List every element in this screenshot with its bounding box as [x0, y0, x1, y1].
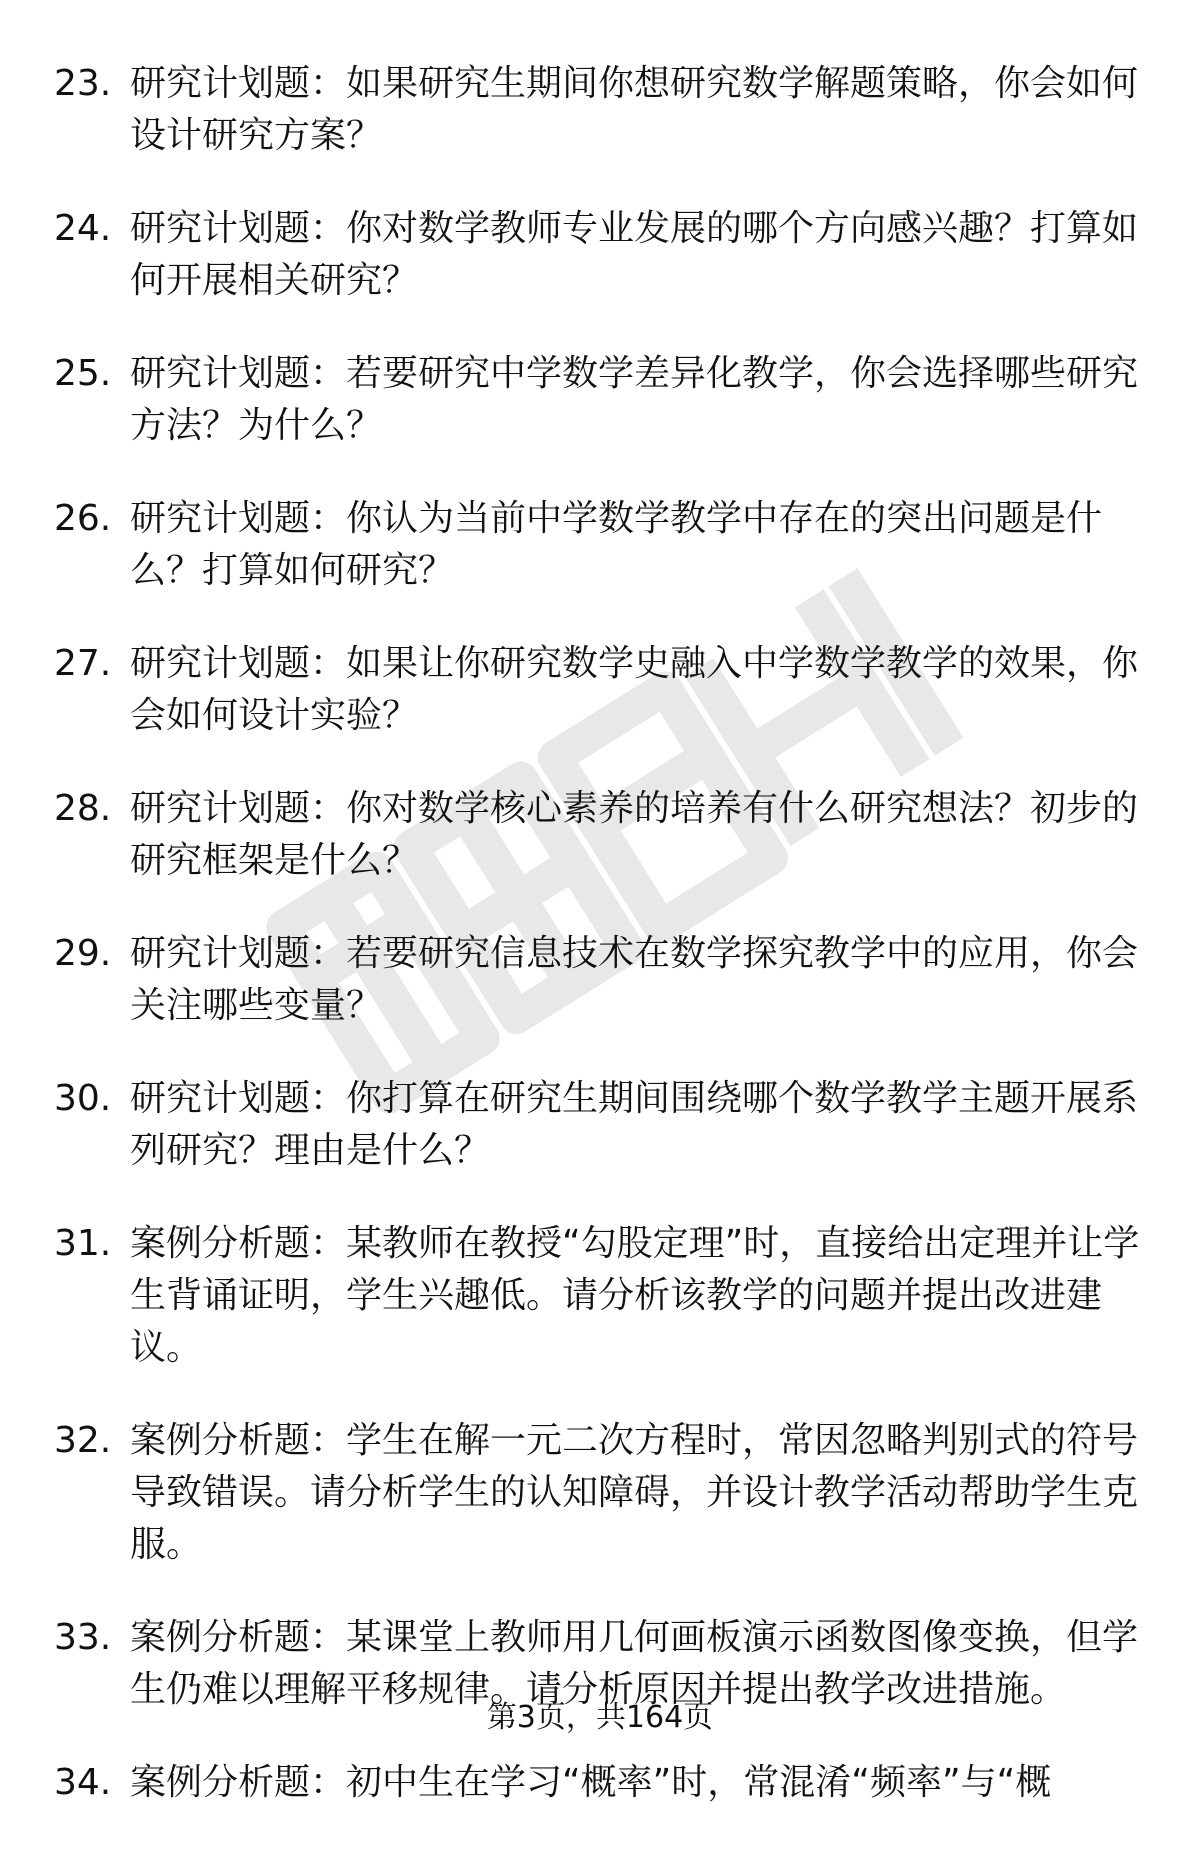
- question-text: 研究计划题：你打算在研究生期间围绕哪个数学教学主题开展系列研究？理由是什么？: [130, 1078, 1139, 1171]
- question-number: 33.: [54, 1617, 112, 1658]
- question-item: [0, 1218, 1200, 1374]
- question-number: 26.: [54, 498, 112, 539]
- question-text: 案例分析题：某课堂上教师用几何画板演示函数图像变换，但学生仍难以理解平移规律。请分析原因并提出教学改进措施。: [130, 1617, 1139, 1710]
- question-number: 34.: [54, 1762, 112, 1803]
- question-text: 案例分析题：某教师在教授“勾股定理”时，直接给出定理并让学生背诵证明，学生兴趣低。请分析该教学的问题并提出改进建议。: [130, 1223, 1140, 1368]
- question-item: [0, 1757, 1200, 1809]
- question-text: 研究计划题：若要研究信息技术在数学探究教学中的应用，你会关注哪些变量？: [130, 933, 1139, 1026]
- question-text: 研究计划题：你对数学核心素养的培养有什么研究想法？初步的研究框架是什么？: [130, 788, 1139, 881]
- question-item: [0, 638, 1200, 742]
- question-text: 研究计划题：如果研究生期间你想研究数学解题策略，你会如何设计研究方案？: [130, 63, 1139, 156]
- question-text: 案例分析题：初中生在学习“概率”时，常混淆“频率”与“概: [130, 1762, 1052, 1803]
- page-footer: 第3页，共164页: [486, 1700, 714, 1735]
- question-text: 研究计划题：若要研究中学数学差异化教学，你会选择哪些研究方法？为什么？: [130, 353, 1139, 446]
- question-text: 研究计划题：如果让你研究数学史融入中学数学教学的效果，你会如何设计实验？: [130, 643, 1139, 736]
- question-number: 32.: [54, 1420, 112, 1461]
- question-number: 29.: [54, 933, 112, 974]
- question-item: [0, 203, 1200, 307]
- question-item: [0, 783, 1200, 887]
- question-item: [0, 58, 1200, 162]
- question-number: 24.: [54, 208, 112, 249]
- question-item: [0, 493, 1200, 597]
- question-item: [0, 928, 1200, 1032]
- question-number: 23.: [54, 63, 112, 104]
- question-number: 25.: [54, 353, 112, 394]
- question-number: 27.: [54, 643, 112, 684]
- question-number: 31.: [54, 1223, 112, 1264]
- question-item: [0, 1073, 1200, 1177]
- question-number: 28.: [54, 788, 112, 829]
- question-item: [0, 1415, 1200, 1571]
- question-number: 30.: [54, 1078, 112, 1119]
- question-text: 研究计划题：你认为当前中学数学教学中存在的突出问题是什么？打算如何研究？: [130, 498, 1103, 591]
- question-item: [0, 348, 1200, 452]
- question-list: [0, 58, 1200, 1850]
- question-text: 案例分析题：学生在解一元二次方程时，常因忽略判别式的符号导致错误。请分析学生的认知障碍，并设计教学活动帮助学生克服。: [130, 1420, 1139, 1565]
- question-text: 研究计划题：你对数学教师专业发展的哪个方向感兴趣？打算如何开展相关研究？: [130, 208, 1139, 301]
